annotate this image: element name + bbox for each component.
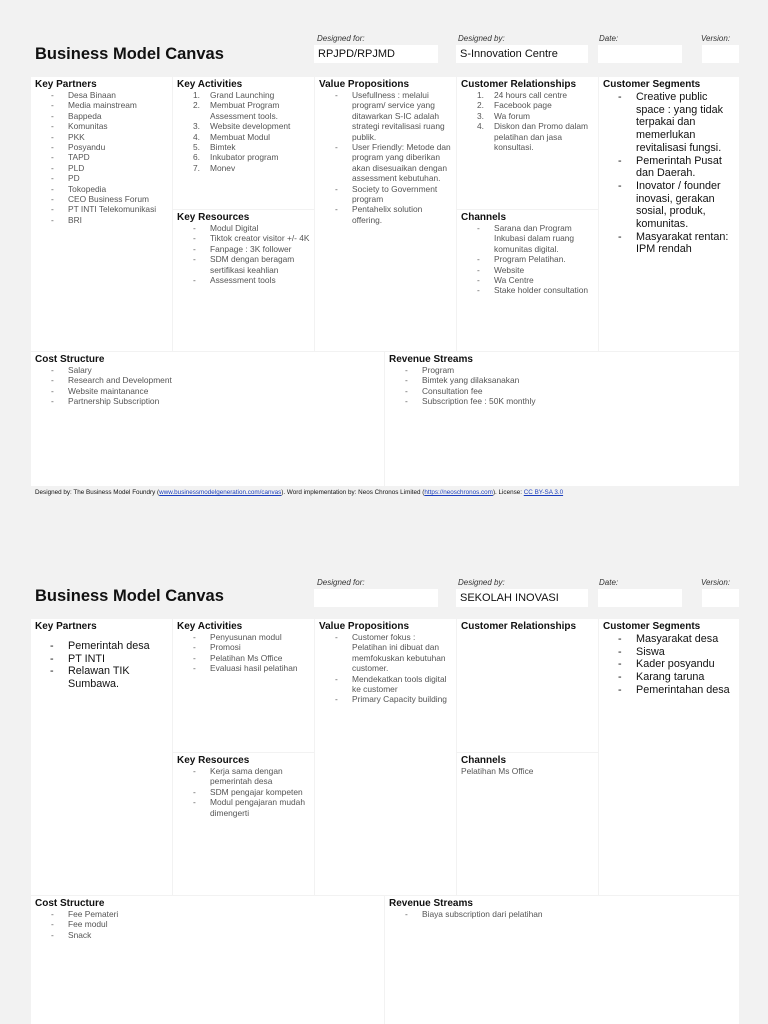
channels-section [457,753,598,895]
version-field[interactable] [702,589,739,607]
list-item: - Bimtek yang dilaksanakan [405,375,520,386]
list-item: - Usefullness : melalui program/ service yang ditawarkan S-IC adalah strategi revitalisasi ruang publik. [335,90,445,142]
key-partners-section [31,619,172,895]
designed-for-field[interactable]: RPJPD/RPJMD [314,45,438,63]
list-item: - Siswa [618,645,665,658]
list-item: 1. Grand Launching [193,90,275,100]
list-item: - PD [51,173,80,184]
customer-segments-title: Customer Segments [603,621,701,632]
designed-by-field[interactable]: S-Innovation Centre [456,45,588,63]
list-item: - Karang taruna [618,671,705,684]
customer-relationships-title: Customer Relationships [461,79,577,90]
customer-relationships-title: Customer Relationships [461,621,577,632]
revenue-streams-section [385,352,739,486]
list-item: 7. Monev [193,162,236,173]
list-item: - Pemerintahan desa [618,683,730,696]
list-item: - PKK [51,131,85,142]
list-item: - Masyarakat desa [618,633,719,645]
list-item: - Masyarakat rentan: IPM rendah [618,230,729,256]
list-item: - Assessment tools [193,275,276,286]
list-item: - Bappeda [51,110,102,121]
list-item: - Wa Centre [477,275,534,286]
list-item: - Modul pengajaran mudah dimengerti [193,797,305,818]
key-partners-title: Key Partners [35,79,97,90]
list-item: - PLD [51,162,85,173]
list-item: - CEO Business Forum [51,194,149,205]
key-activities-title: Key Activities [177,621,243,632]
list-item: - Fee modul [51,919,108,930]
list-item: - Tokopedia [51,183,107,194]
list-item: - Komunitas [51,121,108,132]
designed-by-label: Designed by: [458,34,505,43]
list-item: 6. Inkubator program [193,152,279,163]
list-item: - Kader posyandu [618,658,715,671]
list-item: - PT INTI Telekomunikasi [51,204,157,215]
key-resources-title: Key Resources [177,755,250,766]
list-item: - Relawan TIK Sumbawa. [50,665,130,691]
key-activities-section [173,619,314,752]
key-activities-list [177,90,310,173]
list-item: - Research and Development [51,375,172,386]
list-item: - Salary [51,365,92,375]
list-item: - SDM dengan beragam sertifikasi keahlian [193,254,295,275]
customer-relationships-section [457,77,598,209]
list-item: - Primary Capacity building [335,694,447,705]
list-item: - Posyandu [51,142,106,153]
revenue-streams-list [389,365,735,407]
attribution-footer: Designed by: The Business Model Foundry (www.businessmodelgeneration.com/canvas). Word implementation by: Neos Chronos Limited (https://neoschronos.com). License: CC BY-SA 3.0 [35,489,564,496]
key-partners-list [35,640,168,691]
list-item: - Website [477,264,525,275]
list-item: - Creative public space : yang tidak terpakai dan memerlukan revitalisasi fungsi. [618,91,724,154]
list-item: - Penyusunan modul [193,632,282,642]
list-item: 3. Wa forum [477,110,530,121]
list-item: - Inovator / founder inovasi, gerakan sosial, produk, komunitas. [618,179,721,231]
date-label: Date: [599,34,619,43]
list-item: - Subscription fee : 50K monthly [405,396,536,407]
list-item: 2. Membuat Program Assessment tools. [193,100,280,121]
cost-structure-title: Cost Structure [35,354,105,365]
key-activities-list [177,632,310,674]
list-item: - Program [405,365,455,375]
value-propositions-title: Value Propositions [319,79,410,90]
list-item: - Pemerintah desa [50,640,150,652]
revenue-streams-section [385,896,739,1024]
list-item: 1. 24 hours call centre [477,90,568,100]
list-item: 4. Diskon dan Promo dalam pelatihan dan jasa konsultasi. [477,121,589,153]
channels-title: Channels [461,755,507,766]
canvas-title: Business Model Canvas [35,587,224,605]
list-item: 2. Facebook page [477,100,552,111]
revenue-streams-title: Revenue Streams [389,898,473,909]
customer-segments-list [603,91,735,256]
business-model-canvas-2 [31,572,739,1024]
list-item: - Biaya subscription dari pelatihan [405,909,543,919]
value-propositions-title: Value Propositions [319,621,410,632]
version-label: Version: [701,34,731,43]
list-item: - SDM pengajar kompeten [193,786,303,797]
key-activities-section [173,77,314,209]
list-item: - Mendekatkan tools digital ke customer [335,673,447,695]
date-label: Date: [599,578,619,587]
list-item: - Website maintanance [51,385,149,396]
key-partners-title: Key Partners [35,621,97,632]
list-item: - BRI [51,214,82,225]
channels-title: Channels [461,212,507,223]
business-model-canvas-1 [31,30,739,500]
list-item: - Promosi [193,642,241,653]
list-item: - Pentahelix solution offering. [335,204,423,225]
designed-by-field[interactable]: SEKOLAH INOVASI [456,589,588,607]
key-resources-list [177,766,310,818]
neos-chronos-link[interactable]: https://neoschronos.com [424,489,493,496]
revenue-streams-title: Revenue Streams [389,354,473,365]
key-resources-list [177,223,310,285]
designed-for-label: Designed for: [317,34,365,43]
list-item: - Pelatihan Ms Office [193,652,283,663]
channels-text: Pelatihan Ms Office [461,766,534,776]
list-item: - Pemerintah Pusat dan Daerah. [618,154,722,180]
list-item: - Modul Digital [193,223,259,233]
list-item: - User Friendly: Metode dan program yang diberikan akan disesuaikan dengan assessment kebutuhan. [335,142,451,184]
list-item: - Snack [51,929,92,940]
designed-by-label: Designed by: [458,578,505,587]
cost-structure-list [35,365,380,407]
version-label: Version: [701,578,731,587]
value-propositions-section [315,77,456,351]
list-item: 3. Website development [193,121,291,132]
list-item: - Fanpage : 3K follower [193,243,292,254]
list-item: - Customer fokus : Pelatihan ini dibuat dan memfokuskan kebutuhan customer. [335,632,446,674]
list-item: 5. Bimtek [193,142,236,153]
channels-list [461,223,594,296]
list-item: - Kerja sama dengan pemerintah desa [193,766,283,787]
cost-structure-list [35,909,380,940]
list-item: - Society to Government program [335,183,438,205]
date-field[interactable] [598,589,682,607]
customer-segments-list [603,633,735,697]
business-model-foundry-link[interactable]: www.businessmodelgeneration.com/canvas [159,489,282,496]
key-resources-title: Key Resources [177,212,250,223]
key-activities-title: Key Activities [177,79,243,90]
key-partners-section [31,77,172,351]
designed-for-label: Designed for: [317,578,365,587]
list-item: - TAPD [51,152,90,163]
list-item: - Program Pelatihan. [477,254,566,265]
key-resources-section [173,210,314,351]
customer-relationships-section [457,619,598,752]
key-partners-list [35,90,168,225]
customer-segments-title: Customer Segments [603,79,701,90]
list-item: - Stake holder consultation [477,285,589,296]
value-propositions-list [319,90,452,225]
customer-segments-section [599,619,739,895]
list-item: - Tiktok creator visitor +/- 4K [193,233,310,244]
list-item: - Consultation fee [405,385,483,396]
customer-relationships-list [461,90,594,152]
cost-structure-section [31,896,384,1024]
list-item: - Sarana dan Program Inkubasi dalam ruang komunitas digital. [477,223,575,254]
list-item: - Desa Binaan [51,90,116,100]
version-field[interactable] [702,45,739,63]
revenue-streams-list [389,909,735,919]
canvas-title: Business Model Canvas [35,45,224,63]
list-item: - Fee Pemateri [51,909,119,919]
customer-segments-section [599,77,739,351]
value-propositions-section [315,619,456,895]
channels-section [457,210,598,351]
list-item: - Evaluasi hasil pelatihan [193,663,298,674]
license-link[interactable]: CC BY-SA 3.0 [523,489,564,496]
key-resources-section [173,753,314,895]
cost-structure-title: Cost Structure [35,898,105,909]
list-item: - PT INTI [50,652,105,665]
list-item: - Partnership Subscription [51,396,160,407]
list-item: 4. Membuat Modul [193,131,271,142]
value-propositions-list [319,632,452,705]
date-field[interactable] [598,45,682,63]
designed-for-field[interactable] [314,589,438,607]
cost-structure-section [31,352,384,486]
list-item: - Media mainstream [51,100,137,111]
